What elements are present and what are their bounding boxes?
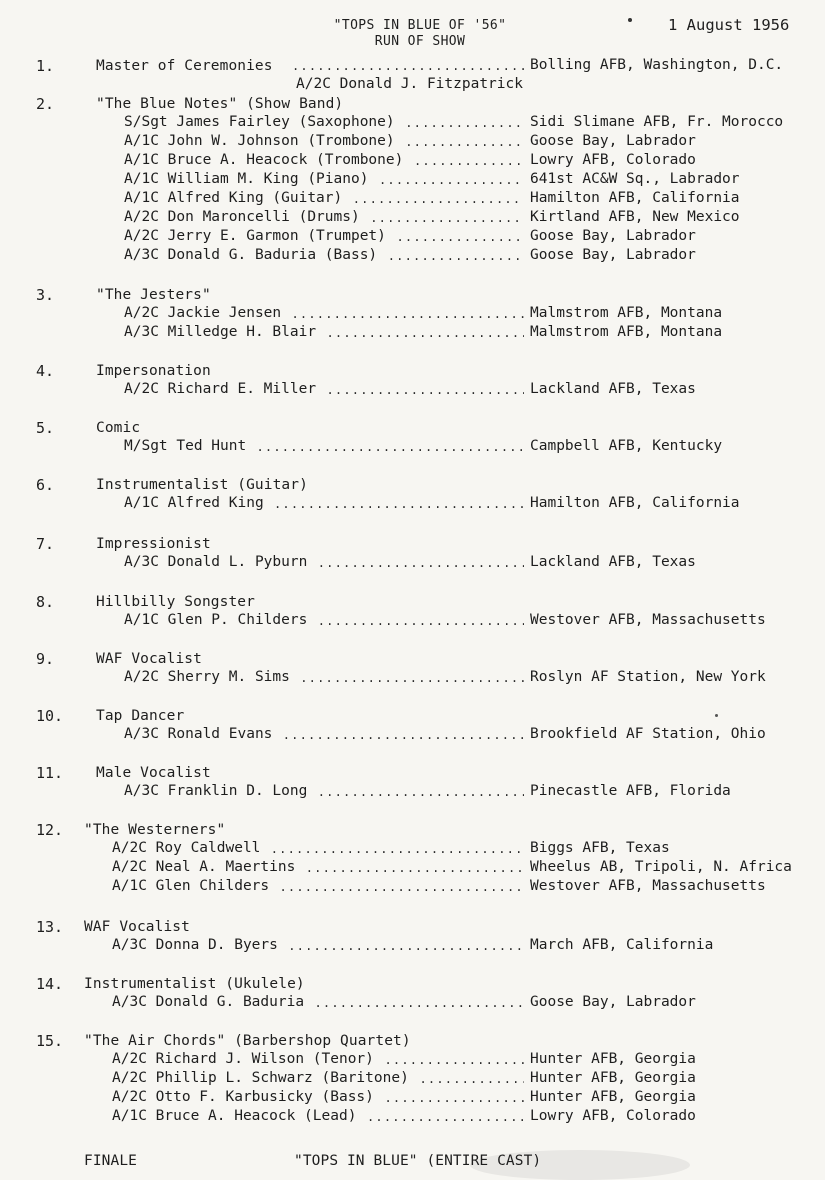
performer-name: A/2C Phillip L. Schwarz (Baritone) [112,1070,409,1086]
act-location: Bolling AFB, Washington, D.C. [530,57,784,73]
leader-dots [353,190,524,209]
performer-location: Hamilton AFB, California [530,190,740,206]
performer-location: Lackland AFB, Texas [530,554,696,570]
document-date: 1 August 1956 [668,16,790,34]
performer-row [0,1070,825,1089]
leader-dots [370,209,524,228]
finale-label: FINALE [84,1153,137,1169]
act-number: 13. [36,918,64,936]
act-title: Instrumentalist (Guitar) [96,477,308,493]
leader-dots [318,612,524,631]
act-number: 6. [36,476,55,494]
performer-name: A/3C Donna D. Byers [112,937,278,953]
act-title: Tap Dancer [96,708,185,724]
act-number: 3. [36,286,55,304]
performer-name: A/1C Alfred King (Guitar) [124,190,343,206]
act-title: "The Jesters" [96,287,211,303]
act-number: 8. [36,593,55,611]
act-title: WAF Vocalist [84,919,190,935]
performer-name: A/2C Don Maroncelli (Drums) [124,209,360,225]
leader-dots [306,859,524,878]
leader-dots [292,305,525,324]
performer-location: Sidi Slimane AFB, Fr. Morocco [530,114,784,130]
leader-dots [397,228,525,247]
performer-location: Lowry AFB, Colorado [530,1108,696,1124]
performer-name: A/3C Donald G. Baduria (Bass) [124,247,378,263]
leader-dots [379,171,524,190]
act-number: 11. [36,764,64,782]
performer-row [0,438,825,457]
performer-location: Goose Bay, Labrador [530,994,696,1010]
performer-name: A/1C Alfred King [124,495,264,511]
leader-dots [283,726,524,745]
leader-dots [385,1051,525,1070]
leader-dots [405,114,524,133]
act-number: 9. [36,650,55,668]
performer-name: A/3C Ronald Evans [124,726,273,742]
act-number: 12. [36,821,64,839]
leader-dots [271,840,524,859]
leader-dots [367,1108,524,1127]
performer-row [0,937,825,956]
act-title: Master of Ceremonies [96,58,273,74]
performer-name: A/1C Bruce A. Heacock (Lead) [112,1108,357,1124]
performer-name: A/2C Donald J. Fitzpatrick [296,76,523,92]
act-title: WAF Vocalist [96,651,202,667]
performer-location: Goose Bay, Labrador [530,133,696,149]
act-title: Comic [96,420,141,436]
performer-name: A/3C Donald G. Baduria [112,994,305,1010]
leader-dots [318,554,524,573]
performer-name: S/Sgt James Fairley (Saxophone) [124,114,395,130]
leader-dots [300,669,524,688]
performer-row [0,114,825,133]
act-number: 15. [36,1032,64,1050]
performer-row [0,726,825,745]
performer-location: Biggs AFB, Texas [530,840,670,856]
act-number: 4. [36,362,55,380]
act-title: Impressionist [96,536,211,552]
leader-dots [257,438,525,457]
performer-row [0,495,825,514]
performer-name: A/2C Sherry M. Sims [124,669,290,685]
performer-row [0,133,825,152]
performer-name: A/1C William M. King (Piano) [124,171,369,187]
performer-location: March AFB, California [530,937,714,953]
paper-speck [628,18,632,22]
performer-location: Hunter AFB, Georgia [530,1089,696,1105]
performer-name: A/3C Milledge H. Blair [124,324,317,340]
act-title: "The Blue Notes" (Show Band) [96,96,344,112]
act-title: Male Vocalist [96,765,211,781]
leader-dots [420,1070,525,1089]
performer-row [0,1089,825,1108]
performer-row [0,190,825,209]
act-title: Instrumentalist (Ukulele) [84,976,305,992]
page-title: "TOPS IN BLUE OF '56" [333,18,507,33]
performer-location: Westover AFB, Massachusetts [530,612,766,628]
act-number: 5. [36,419,55,437]
performer-row [0,381,825,400]
performer-row [0,209,825,228]
performer-location: Kirtland AFB, New Mexico [530,209,740,225]
performer-name: A/2C Neal A. Maertins [112,859,296,875]
performer-location: Brookfield AF Station, Ohio [530,726,766,742]
performer-name: A/2C Roy Caldwell [112,840,261,856]
performer-row [0,994,825,1013]
performer-row [0,152,825,171]
leader-dots [318,783,524,802]
act-number: 2. [36,95,55,113]
leader-dots [385,1089,525,1108]
leader-dots [280,878,525,897]
performer-row [0,612,825,631]
performer-location: Lowry AFB, Colorado [530,152,696,168]
performer-row [0,878,825,897]
performer-row [0,171,825,190]
performer-location: Roslyn AF Station, New York [530,669,766,685]
leader-dots [274,495,524,514]
act-title: Hillbilly Songster [96,594,255,610]
performer-location: Malmstrom AFB, Montana [530,305,723,321]
performer-name: A/1C Bruce A. Heacock (Trombone) [124,152,404,168]
performer-row [0,228,825,247]
performer-row [0,76,825,95]
performer-row [0,1108,825,1127]
performer-location: Westover AFB, Massachusetts [530,878,766,894]
performer-name: A/2C Jackie Jensen [124,305,282,321]
act-number: 1. [36,57,55,75]
performer-name: A/2C Richard J. Wilson (Tenor) [112,1051,374,1067]
leader-dots [327,381,525,400]
performer-row [0,324,825,343]
leader-dots [288,937,524,956]
performer-name: A/2C Otto F. Karbusicky (Bass) [112,1089,374,1105]
act-title: Impersonation [96,363,211,379]
performer-row [0,840,825,859]
performer-name: A/2C Jerry E. Garmon (Trumpet) [124,228,386,244]
performer-row [0,554,825,573]
performer-name: A/3C Donald L. Pyburn [124,554,308,570]
performer-row [0,859,825,878]
leader-dots [414,152,524,171]
performer-row [0,1051,825,1070]
performer-location: Goose Bay, Labrador [530,228,696,244]
performer-row [0,783,825,802]
act-title: "The Westerners" [84,822,226,838]
act-number: 7. [36,535,55,553]
leader-dots [292,57,524,76]
performer-location: Hunter AFB, Georgia [530,1051,696,1067]
performer-location: Malmstrom AFB, Montana [530,324,723,340]
performer-location: Wheelus AB, Tripoli, N. Africa [530,859,792,875]
performer-location: 641st AC&W Sq., Labrador [530,171,740,187]
leader-dots [327,324,525,343]
paper-speck [715,714,718,717]
performer-name: M/Sgt Ted Hunt [124,438,247,454]
performer-location: Hamilton AFB, California [530,495,740,511]
performer-name: A/3C Franklin D. Long [124,783,308,799]
performer-location: Goose Bay, Labrador [530,247,696,263]
performer-location: Pinecastle AFB, Florida [530,783,731,799]
finale-text: "TOPS IN BLUE" (ENTIRE CAST) [294,1153,542,1169]
performer-name: A/1C Glen Childers [112,878,270,894]
leader-dots [388,247,524,266]
act-number: 14. [36,975,64,993]
performer-location: Campbell AFB, Kentucky [530,438,723,454]
act-title: "The Air Chords" (Barbershop Quartet) [84,1033,411,1049]
performer-row [0,669,825,688]
page-subtitle: RUN OF SHOW [374,34,466,49]
performer-row [0,305,825,324]
performer-row [0,247,825,266]
performer-name: A/1C Glen P. Childers [124,612,308,628]
act-number: 10. [36,707,64,725]
performer-name: A/2C Richard E. Miller [124,381,317,397]
performer-location: Hunter AFB, Georgia [530,1070,696,1086]
performer-location: Lackland AFB, Texas [530,381,696,397]
performer-name: A/1C John W. Johnson (Trombone) [124,133,395,149]
leader-dots [405,133,524,152]
leader-dots [315,994,525,1013]
